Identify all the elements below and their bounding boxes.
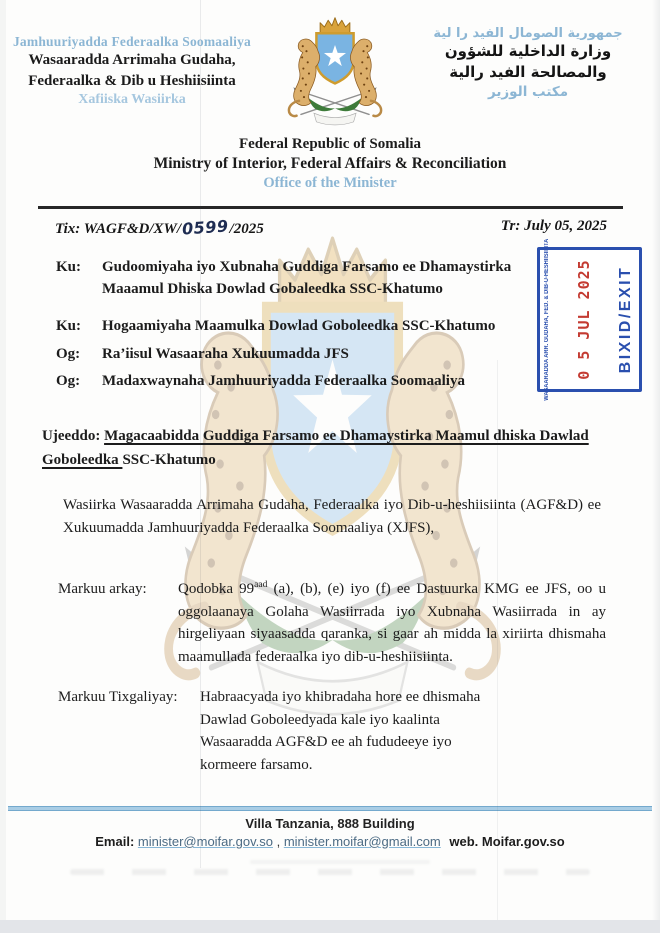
footer-divider <box>8 806 652 811</box>
scan-edge <box>0 920 660 933</box>
clause-text: Habraacyada iyo khibradaha hore ee dhismaha Dawlad Goboleedyada kale iyo kaalinta Wasaaradda AGF&D ee ah fududeeye iyo kormeere farsamo. <box>200 689 481 773</box>
scan-edge <box>652 0 660 933</box>
recipients-block <box>56 256 518 397</box>
stamp-action-text: BIXID/EXIT <box>617 265 634 374</box>
ministry-name-somali-line2: Federaalka & Dib u Heshiisiinta <box>28 72 236 89</box>
clause-text: Qodobka $99^{aad}$ (a), (b), (e) iyo (f) ee Dastuurka KMG ee JFS, oo u oggolaanaya Golaha Wasiirrada iyo Xubnaha Wasiirrada in ay hirgeliyaan siyaasadda qaranka, si gaar ah midda la xiriirta dhismaha maamullada federaalka iyo dib-u-heshiisiinta. <box>178 580 606 665</box>
handwritten-reference-number: 0599 <box>181 216 230 239</box>
email-label: Email: <box>95 834 135 849</box>
scan-edge <box>0 0 6 933</box>
recipient-row: Ku: Hogaamiyaha Maamulka Dowlad Goboleedka SSC-Khatumo <box>56 318 496 335</box>
reference-row <box>55 218 607 238</box>
recipient-row: Og: Ra’iisul Wasaaraha Xukuumadda JFS <box>56 345 349 362</box>
clause-label: Markuu Tixgaliyay: <box>58 689 178 705</box>
clause-label: Markuu arkay: <box>58 581 147 597</box>
header-english-block <box>0 136 660 192</box>
subject-plain-text: SSC-Khatumo <box>122 452 216 468</box>
republic-name-somali: Jamhuuriyadda Federaalka Soomaaliya <box>12 34 252 49</box>
ministry-name-somali-line1: Wasaaradda Arrimaha Gudaha, <box>28 52 236 68</box>
letter-date: Tr: July 05, 2025 <box>500 218 607 234</box>
somalia-coat-of-arms <box>263 14 407 138</box>
subject-underlined-text: Magacaabidda Guddiga Farsamo ee Dhamaystirka Maamul dhiska Dawlad Goboleedka <box>42 428 589 468</box>
footer-email-line: Email: minister@moifar.gov.so , minister.moifar@gmail.com web. Moifar.gov.so <box>95 834 565 849</box>
office-name-somali: Xafiiska Wasiirka <box>78 92 186 108</box>
website-text: web. Moifar.gov.so <box>449 834 565 849</box>
intro-paragraph: Wasiirka Wasaaradda Arrimaha Gudaha, Federaalka iyo Dib-u-heshiisiinta (AGF&D) ee Xukuumadda Jamhuuriyadda Federaalka Soomaaliya (XJFS), <box>63 497 601 537</box>
scan-smudge <box>250 860 430 864</box>
subject-label: Ujeeddo: <box>42 428 101 444</box>
footer-address: Villa Tanzania, 888 Building <box>245 816 415 831</box>
republic-name-arabic: جمهورية الصومال الفيد را لية <box>433 26 623 41</box>
paper-fold-line <box>200 0 201 868</box>
header-somali-block <box>6 34 258 108</box>
clause-row <box>58 686 494 776</box>
email-link-2[interactable]: minister.moifar@gmail.com <box>283 834 441 849</box>
header-divider <box>38 206 623 209</box>
exit-stamp <box>537 238 642 401</box>
office-name-arabic: مكتب الوزير <box>487 84 569 100</box>
header-arabic-block <box>402 26 654 100</box>
scan-smudge <box>70 869 590 875</box>
email-link-1[interactable]: minister@moifar.gov.so <box>137 834 273 849</box>
paper-fold-line <box>497 360 498 920</box>
reference-number: Tix: WAGF&D/XW/0599/2025 <box>55 216 264 239</box>
ministry-name-arabic-line1: وزارة الداخلية للشؤون <box>444 42 612 60</box>
recipient-row: Ku: Gudoomiyaha iyo Xubnaha Guddiga Farsamo ee Dhamaystirka Maaamul Dhiska Dowlad Gobaleedka SSC-Khatumo <box>56 259 512 298</box>
subject-line <box>42 424 620 472</box>
office-name-english: Office of the Minister <box>263 174 397 191</box>
ministry-name-arabic-line2: والمصالحة الفيد رالية <box>449 63 607 81</box>
republic-name-english: Federal Republic of Somalia <box>238 136 422 152</box>
clause-row <box>58 578 606 668</box>
recipient-row: Og: Madaxwaynaha Jamhuuriyadda Federaalka Soomaaliya <box>56 372 465 389</box>
stamp-date: 0 5 JUL 2025 <box>574 259 593 380</box>
stamp-org-text: WASAARADDA ARR. GUDAHA, FED. & DIB-U-HESHIISIINTA <box>544 238 550 401</box>
ministry-name-english: Ministry of Interior, Federal Affairs & Reconciliation <box>153 155 507 172</box>
ordinal-superscript: aad <box>254 580 268 590</box>
